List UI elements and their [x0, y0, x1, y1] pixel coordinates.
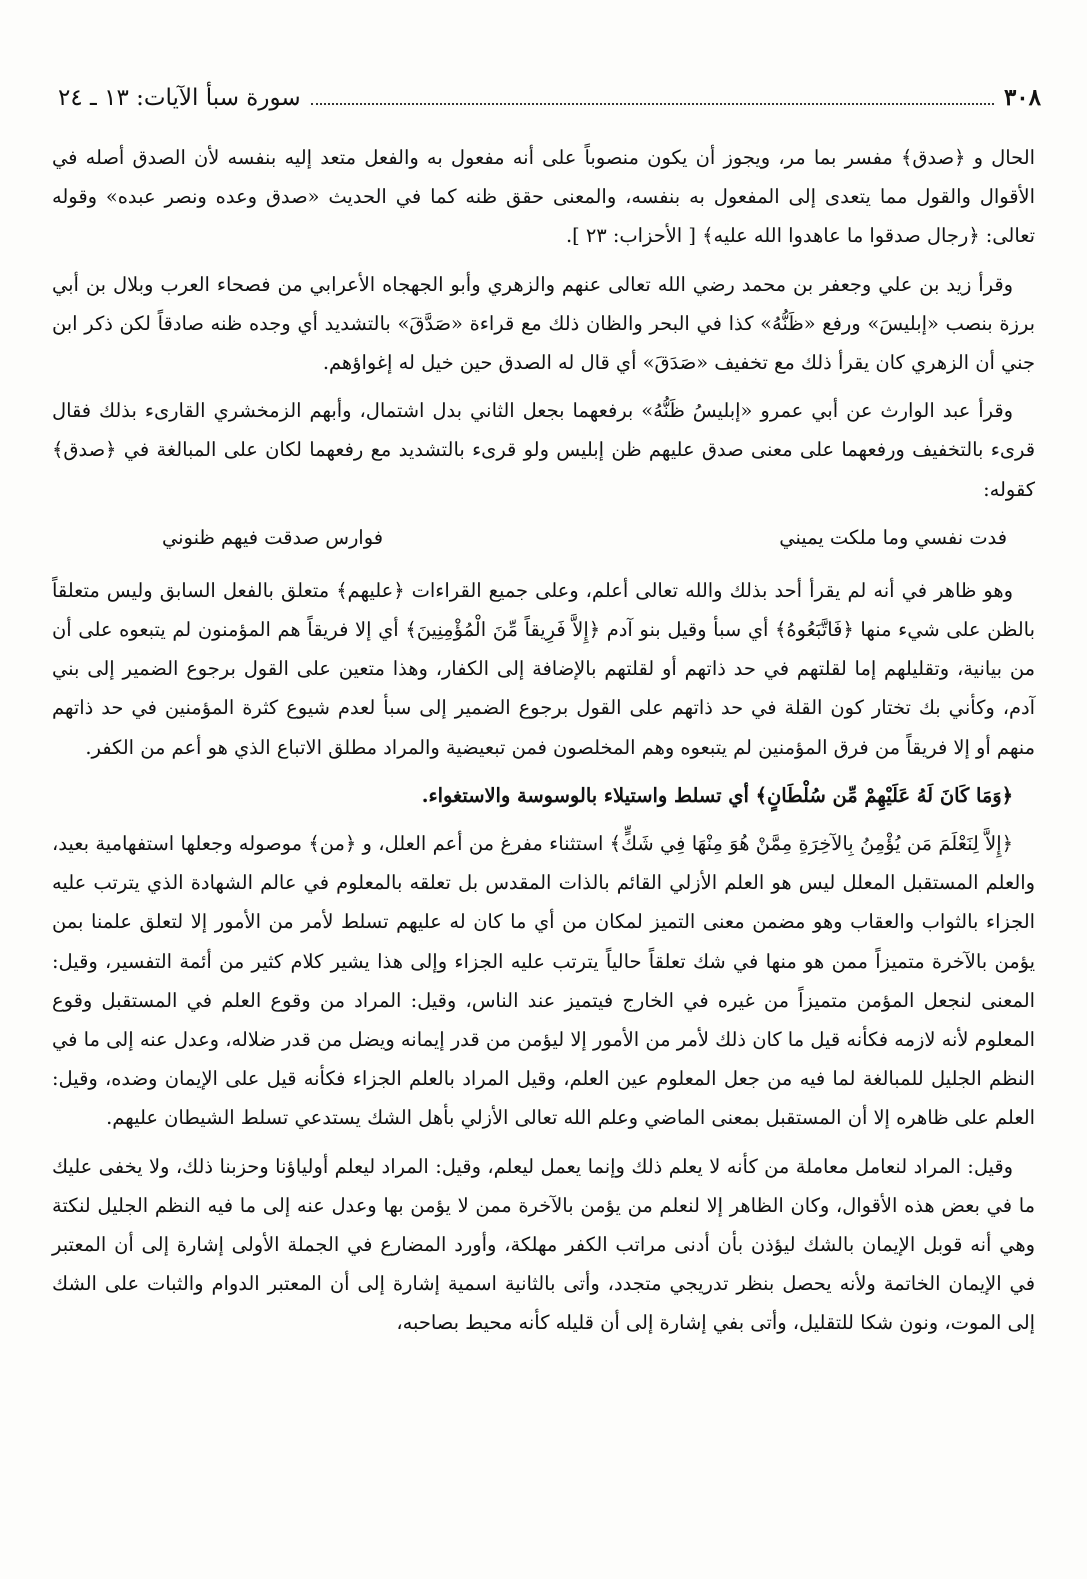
- verse-first-hemistich: فدت نفسي وما ملكت يميني: [779, 525, 1007, 549]
- header-leader-dots: [311, 103, 994, 105]
- page-number: ٣٠٨: [1003, 84, 1041, 111]
- header-title: سورة سبأ الآيات: ١٣ ـ ٢٤: [58, 85, 301, 111]
- paragraph-6: ﴿إِلاَّ لِنَعْلَمَ مَن يُؤْمِنُ بِالآخِرَةِ مِمَّنْ هُوَ مِنْهَا فِي شَكٍّ﴾ استثناء مفرغ من أعم العلل، و ﴿من﴾ موصوله وجعلها استفهامية بعيد، والعلم المستقبل المعلل ليس هو العلم الأزلي القائم بالذات المقدس بل تعلقه بالمعلوم في عالم الشهادة الذي يترتب عليه الجزاء بالثواب والعقاب وهو مضمن معنى التميز لمكان من أي ما كان له عليهم تسلط لأمر من الأمور إلا لتعلق علمنا بمن يؤمن بالآخرة متميزاً ممن هو منها في شك تعلقاً حالياً يترتب عليه الجزاء وإلى هذا يشير كلام كثير من أئمة التفسير، وقيل: المعنى لنجعل المؤمن متميزاً من غيره في الخارج فيتميز عند الناس، وقيل: المراد من وقوع العلم في المستقبل وقوع المعلوم لأنه لازمه فكأنه قيل ما كان ذلك لأمر من الأمور إلا ليؤمن من قدر إيمانه ويضل من قدر ضلاله، وعدل عنه إلى ما في النظم الجليل للمبالغة لما فيه من جعل المعلوم عين العلم، وقيل المراد بالعلم الجزاء فكأنه قيل على الإيمان وضده، وقيل: العلم على ظاهره إلا أن المستقبل بمعنى الماضي وعلم الله تعالى الأزلي بأهل الشك يستدعي تسلط الشيطان عليهم.: [52, 832, 1035, 1130]
- paragraph-1: الحال و ﴿صدق﴾ مفسر بما مر، ويجوز أن يكون منصوباً على أنه مفعول به والفعل متعد إليه بنفسه لأن الصدق أصله في الأقوال والقول مما يتعدى إلى المفعول به بنفسه، والمعنى حقق ظنه كما في الحديث «صدق وعده ونصر عبده» وقوله تعالى: ﴿رجال صدقوا ما عاهدوا الله عليه﴾ [ الأحزاب: ٢٣ ].: [52, 146, 1035, 248]
- poetry-verse: [52, 518, 1035, 557]
- paragraph-2: وقرأ زيد بن علي وجعفر بن محمد رضي الله تعالى عنهم والزهري وأبو الجهجاه الأعرابي من فصحاء العرب وبلال بن أبي برزة بنصب «إبليسَ» ورفع «ظَنُّهُ» كذا في البحر والظان ذلك مع قراءة «صَدَّقَ» بالتشديد أي وجده ظنه صادقاً لكن ذكر ابن جني أن الزهري كان يقرأ ذلك مع تخفيف «صَدَقَ» أي قال له الصدق حين خيل له إغواؤهم.: [52, 272, 1035, 375]
- verse-second-hemistich: فوارس صدقت فيهم ظنوني: [162, 525, 383, 549]
- paragraph-7: وقيل: المراد لنعامل معاملة من كأنه لا يعلم ذلك وإنما يعمل ليعلم، وقيل: المراد ليعلم أولياؤنا وحزبنا ذلك، ولا يخفى عليك ما في بعض هذه الأقوال، وكان الظاهر إلا لنعلم من يؤمن بالآخرة ممن لا يؤمن بها وعدل عنه إلى ما فيه النظم الجليل لنكتة وهي أنه قوبل الإيمان بالشك ليؤذن بأن أدنى مراتب الكفر مهلكة، وأورد المضارع في الجملة الأولى إشارة إلى أن المعتبر في الإيمان الخاتمة ولأنه يحصل بنظر تدريجي متجدد، وأتى بالثانية اسمية إشارة إلى أن المعتبر الدوام والثبات على الشك إلى الموت، ونون شكا للتقليل، وأتى بفي إشارة إلى أن قليله كأنه محيط بصاحبه،: [52, 1154, 1035, 1335]
- paragraph-5-quran: ﴿وَمَا كَانَ لَهُ عَلَيْهِمْ مِّن سُلْطَانٍ﴾ أي تسلط واستيلاء بالوسوسة والاستغواء.: [421, 783, 1013, 807]
- paragraph-3: وقرأ عبد الوارث عن أبي عمرو «إبليسُ ظَنُّهُ» برفعهما بجعل الثاني بدل اشتمال، وأبهم الزمخشري القارىء بذلك فقال قرىء بالتخفيف ورفعهما على معنى صدق عليهم ظن إبليس ولو قرىء بالتشديد مع رفعهما لكان على المبالغة في ﴿صدق﴾ كقوله:: [52, 399, 1035, 501]
- page-body: [52, 138, 1035, 1352]
- running-header: [58, 84, 1041, 111]
- paragraph-4: وهو ظاهر في أنه لم يقرأ أحد بذلك والله تعالى أعلم، وعلى جميع القراءات ﴿عليهم﴾ متعلق بالفعل السابق وليس متعلقاً بالظن على شيء منها ﴿فَاتَّبَعُوهُ﴾ أي سبأ وقيل بنو آدم ﴿إِلاَّ فَرِيقاً مِّنَ الْمُؤْمِنِينَ﴾ أي إلا فريقاً هم المؤمنون لم يتبعوه على أن من بيانية، وتقليلهم إما لقلتهم في حد ذاتهم أو لقلتهم بالإضافة إلى الكفار، وهذا متعين على القول برجوع الضمير إلى بني آدم، وكأني بك تختار كون القلة في حد ذاتهم على القول برجوع الضمير إلى سبأ لعدم شيوع كثرة المؤمنين في حد ذاتهم منهم أو إلا فريقاً من فرق المؤمنين لم يتبعوه وهم المخلصون فمن تبعيضية والمراد مطلق الاتباع الذي هو أعم من الكفر.: [52, 578, 1035, 759]
